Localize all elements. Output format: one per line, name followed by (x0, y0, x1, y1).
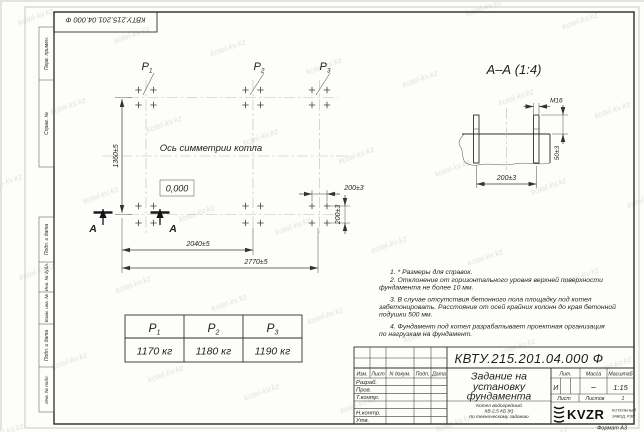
svg-text:Листов: Листов (585, 396, 605, 402)
leader-label-p1: $Р_1$ (141, 61, 153, 75)
svg-text:Пров.: Пров. (356, 387, 372, 394)
axis-of-symmetry-label: Ось симметрии котла (159, 143, 263, 154)
stamp-doc-code: КВТУ.215.201.04.000 Ф (65, 15, 146, 25)
svg-text:N докум.: N докум. (389, 371, 411, 378)
table-header-p3: $Р_3$ (266, 321, 279, 337)
svg-text:Дата: Дата (432, 371, 446, 378)
note-line: 2. Отклонение от горизонтального уровня верхней поверхности (390, 277, 603, 284)
svg-text:Котел водогрейный: Котел водогрейный (476, 404, 522, 409)
format-label: Формат А3 (596, 425, 628, 432)
note-line: 4. Фундамент под котел разрабатывает проектная организация (390, 323, 605, 331)
svg-text:по техническому заданию: по техническому заданию (469, 415, 529, 420)
svg-text:Лит.: Лит. (559, 371, 572, 378)
table-value-p3: 1190 кг (254, 345, 291, 358)
svg-text:И: И (553, 385, 559, 392)
logo-text: KVZR (567, 407, 605, 422)
strip-label-vzam-inv: Взам. инв. № (44, 293, 49, 323)
strip-label-podp-data-1: Подп. и дата (44, 223, 50, 256)
svg-text:Масштаб: Масштаб (608, 371, 633, 378)
svg-text:1: 1 (621, 396, 625, 402)
leader-label-p3: $Р_3$ (319, 61, 331, 75)
document-title (467, 371, 532, 403)
leader-label-p2: $Р_2$ (253, 61, 265, 75)
svg-text:2040±5: 2040±5 (186, 241, 210, 248)
table-value-p1: 1170 кг (136, 345, 173, 358)
strip-label-sprav-n: Справ. № (44, 112, 50, 135)
svg-text:Изм.: Изм. (356, 371, 368, 378)
svg-text:Н.контр.: Н.контр. (356, 410, 381, 417)
note-line: 3. В случае отсутствия бетонного пола площадку под котел (390, 296, 592, 304)
svg-text:Масса: Масса (585, 371, 602, 378)
strip-label-podp-data-2: Подп. и дата (44, 329, 50, 362)
table-value-p2: 1180 кг (195, 345, 232, 358)
note-line: подушки 500 мм. (379, 311, 433, 319)
svg-text:Утв.: Утв. (356, 418, 370, 424)
strip-label-perv-primen: Перв. примен. (44, 36, 50, 71)
svg-text:Лист: Лист (371, 371, 385, 378)
svg-text:Лист: Лист (557, 396, 571, 402)
svg-text:Подп.: Подп. (415, 371, 430, 378)
svg-text:установку: установку (472, 381, 526, 393)
note-line: по нагрузкам на фундамент. (379, 331, 473, 338)
table-header-p2: $Р_2$ (207, 321, 220, 337)
svg-text:–: – (591, 382, 596, 392)
level-mark: 0,000 (165, 183, 189, 194)
note-line: фундамента не более 10 мм. (379, 284, 474, 292)
strip-label-inv-podl: Инв. № подл. (44, 375, 49, 404)
drawing-canvas (2, 2, 644, 432)
svg-text:М16: М16 (550, 97, 563, 105)
logo-subtitle-1: КОТЕЛЬНЫЙ (612, 408, 636, 413)
svg-text:1:15: 1:15 (613, 383, 628, 392)
table-header-p1: $Р_1$ (148, 321, 161, 337)
logo-subtitle-2: ЗАВОД, РЭП (612, 414, 635, 419)
svg-text:200±3: 200±3 (344, 185, 364, 192)
svg-text:50±3: 50±3 (554, 145, 561, 161)
svg-text:200±3: 200±3 (335, 204, 342, 225)
section-title: А–А (1:4) (486, 62, 542, 77)
svg-text:2770±5: 2770±5 (244, 259, 268, 266)
svg-text:1360±5: 1360±5 (113, 144, 120, 168)
svg-text:КВ-2,5 КБ (К): КВ-2,5 КБ (К) (484, 409, 514, 415)
svg-text:Задание на: Задание на (471, 370, 527, 383)
notes (378, 268, 616, 338)
svg-text:Разраб.: Разраб. (356, 379, 377, 386)
svg-text:фундамента: фундамента (466, 390, 532, 403)
strip-label-inv-dubl: Инв. № дубл. (44, 262, 49, 292)
svg-text:Т.контр.: Т.контр. (356, 395, 380, 401)
section-letter-left: А (89, 223, 97, 235)
note-line: забетонировать. Расстояние от осей крайних колонн до края бетонной (379, 304, 616, 311)
section-letter-right: А (169, 223, 177, 235)
svg-text:200±3: 200±3 (496, 175, 517, 182)
title-block-doc-code: КВТУ.215.201.04.000 Ф (454, 351, 604, 366)
note-line: 1. * Размеры для справок. (390, 269, 473, 276)
